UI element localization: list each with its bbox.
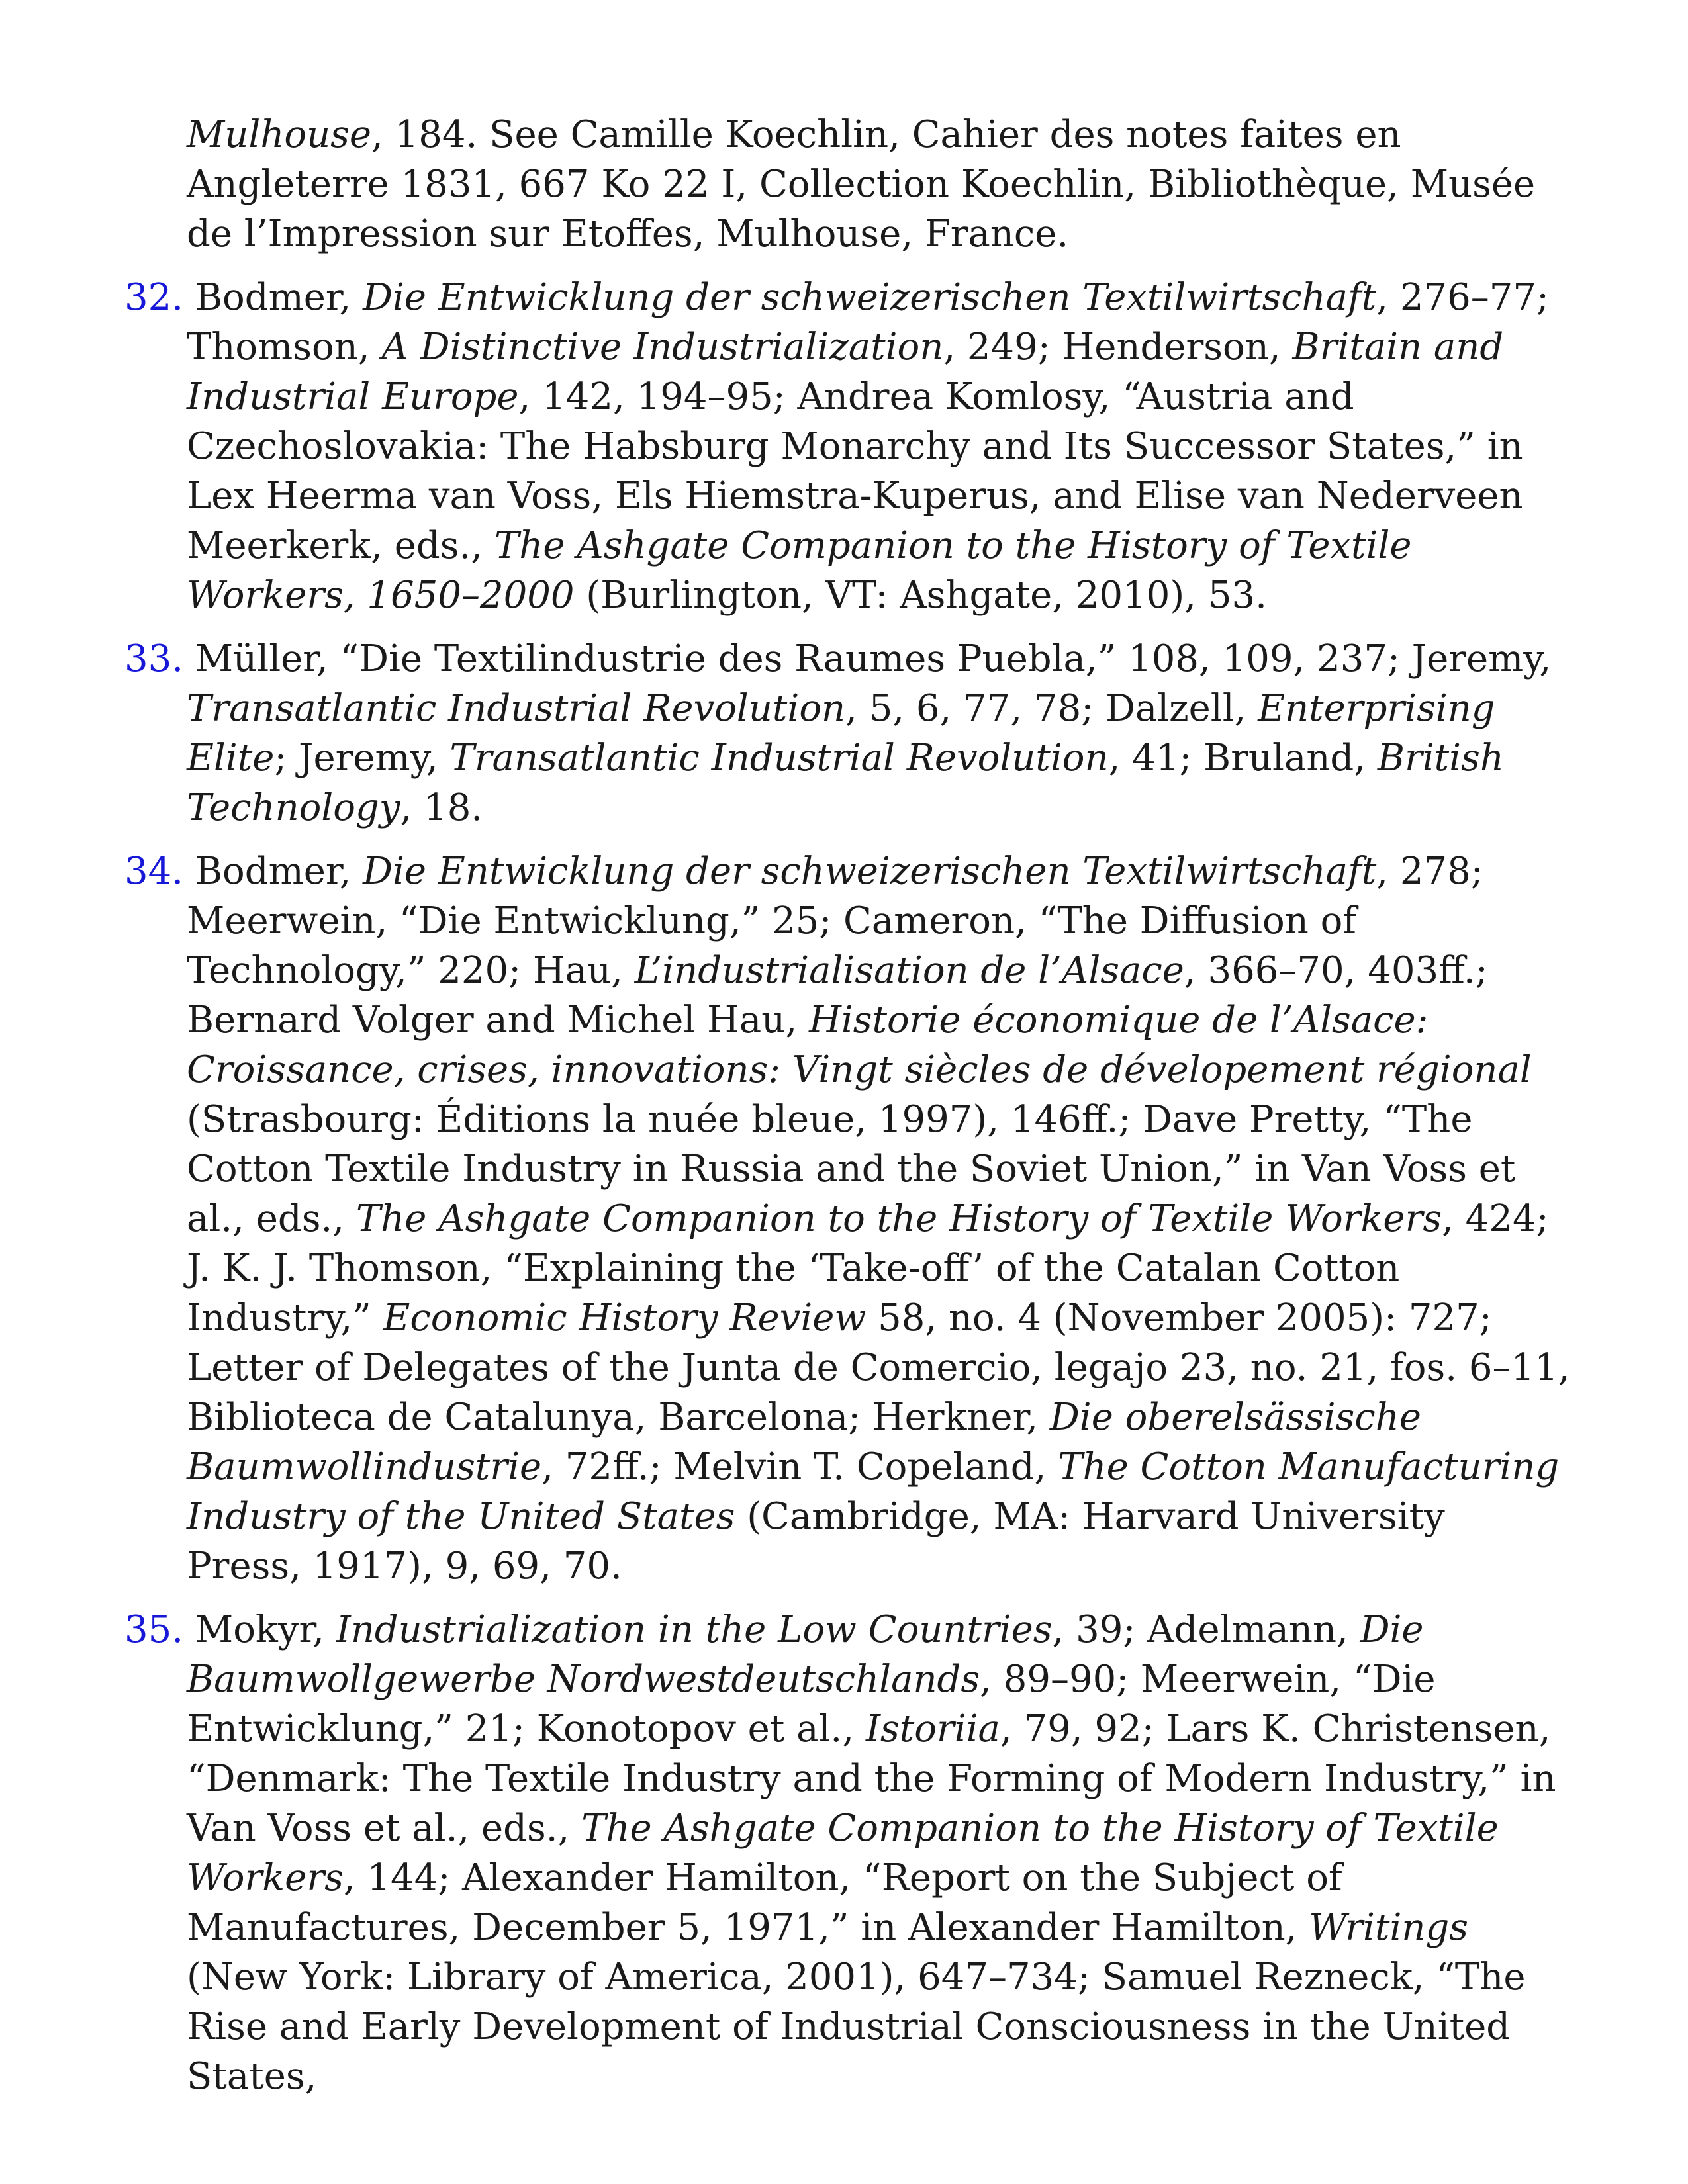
citation-text: Bodmer,: [195, 276, 363, 319]
citation-text: , 18.: [400, 786, 483, 829]
endnote: [124, 846, 1571, 1591]
citation-text: , 39; Adelmann,: [1052, 1608, 1360, 1651]
citation-text: (New York: Library of America, 2001), 647–734; Samuel Rezneck, “The Rise and Early Development of Industrial Consciousness in the United States,: [187, 1956, 1526, 2098]
italic-title-text: British Technology: [187, 737, 1504, 829]
italic-title-text: L’industrialisation de l’Alsace: [634, 949, 1184, 992]
citation-text: , 424; J. K. J. Thomson, “Explaining the ‘Take-off’ of the Catalan Cotton Industry,”: [187, 1197, 1549, 1340]
endnote-number-link[interactable]: 34.: [124, 850, 184, 893]
citation-text: Mokyr,: [195, 1608, 336, 1651]
italic-title-text: Enterprising Elite: [187, 687, 1495, 780]
citation-text: , 278; Meerwein, “Die Entwicklung,” 25; Cameron, “The Diffusion of Technology,” 220; Hau,: [187, 850, 1483, 992]
citation-text: ; Jeremy,: [274, 737, 450, 780]
italic-title-text: The Ashgate Companion to the History of Textile Workers, 1650–2000: [187, 524, 1412, 617]
italic-title-text: Istoriia: [865, 1707, 1000, 1751]
citation-text: , 72ff.; Melvin T. Copeland,: [541, 1445, 1058, 1488]
italic-title-text: Die Entwicklung der schweizerischen Textilwirtschaft: [363, 850, 1377, 893]
citation-text: , 184. See Camille Koechlin, Cahier des notes faites en Angleterre 1831, 667 Ko 22 I, Collection Koechlin, Bibliothèque, Musée de l’Impression sur Etoffes, Mulhouse, France.: [187, 113, 1536, 255]
endnote-number-link[interactable]: 35.: [124, 1608, 184, 1651]
italic-title-text: Die Entwicklung der schweizerischen Textilwirtschaft: [363, 276, 1377, 319]
citation-text: , 41; Bruland,: [1108, 737, 1378, 780]
italic-title-text: The Cotton Manufacturing Industry of the United States: [187, 1445, 1560, 1538]
endnotes-list: [124, 110, 1571, 2115]
citation-text: (Burlington, VT: Ashgate, 2010), 53.: [574, 574, 1267, 617]
endnote-continuation: [124, 110, 1571, 259]
italic-title-text: Economic History Review: [383, 1297, 867, 1340]
citation-text: Müller, “Die Textilindustrie des Raumes Puebla,” 108, 109, 237; Jeremy,: [195, 637, 1552, 680]
italic-title-text: A Distinctive Industrialization: [381, 326, 944, 369]
citation-text: (Strasbourg: Éditions la nuée bleue, 1997), 146ff.; Dave Pretty, “The Cotton Textile Industry in Russia and the Soviet Union,” in Van Voss et al., eds.,: [187, 1098, 1516, 1240]
citation-text: (Cambridge, MA: Harvard University Press, 1917), 9, 69, 70.: [187, 1495, 1445, 1588]
citation-text: , 79, 92; Lars K. Christensen, “Denmark: The Textile Industry and the Forming of Modern Industry,” in Van Voss et al., eds.,: [187, 1707, 1556, 1850]
italic-title-text: Britain and Industrial Europe: [187, 326, 1504, 418]
citation-text: , 276–77; Thomson,: [187, 276, 1549, 369]
italic-title-text: Die oberelsässische Baumwollindustrie: [187, 1396, 1421, 1488]
italic-title-text: Mulhouse: [187, 113, 372, 156]
citation-text: Bodmer,: [195, 850, 363, 893]
citation-text: , 142, 194–95; Andrea Komlosy, “Austria and Czechoslovakia: The Habsburg Monarchy and Its Successor States,” in Lex Heerma van Voss, Els Hiemstra-Kuperus, and Elise van Nederveen Meerkerk, eds.,: [187, 375, 1523, 567]
italic-title-text: Historie économique de l’Alsace: Croissance, crises, innovations: Vingt siècles de dévelopement régional: [187, 999, 1532, 1091]
endnote: [124, 1605, 1571, 2101]
italic-title-text: The Ashgate Companion to the History of Textile Workers: [355, 1197, 1442, 1240]
citation-text: , 144; Alexander Hamilton, “Report on the Subject of Manufactures, December 5, 1971,” in Alexander Hamilton,: [187, 1856, 1342, 1949]
italic-title-text: Transatlantic Industrial Revolution: [187, 687, 846, 730]
citation-text: , 5, 6, 77, 78; Dalzell,: [845, 687, 1258, 730]
citation-text: , 249; Henderson,: [943, 326, 1293, 369]
italic-title-text: Writings: [1309, 1906, 1469, 1949]
italic-title-text: Industrialization in the Low Countries: [336, 1608, 1053, 1651]
citation-text: 58, no. 4 (November 2005): 727; Letter of Delegates of the Junta de Comercio, legajo 23, no. 21, fos. 6–11, Biblioteca de Catalunya, Barcelona; Herkner,: [187, 1297, 1570, 1439]
italic-title-text: Die Baumwollgewerbe Nordwestdeutschlands: [187, 1608, 1424, 1701]
endnote: [124, 634, 1571, 833]
italic-title-text: The Ashgate Companion to the History of Textile Workers: [187, 1807, 1499, 1899]
endnote: [124, 273, 1571, 620]
italic-title-text: Transatlantic Industrial Revolution: [449, 737, 1109, 780]
citation-text: , 89–90; Meerwein, “Die Entwicklung,” 21; Konotopov et al.,: [187, 1658, 1436, 1751]
endnote-number-link[interactable]: 33.: [124, 637, 184, 680]
citation-text: , 366–70, 403ff.; Bernard Volger and Michel Hau,: [187, 949, 1488, 1042]
endnote-number-link[interactable]: 32.: [124, 276, 184, 319]
